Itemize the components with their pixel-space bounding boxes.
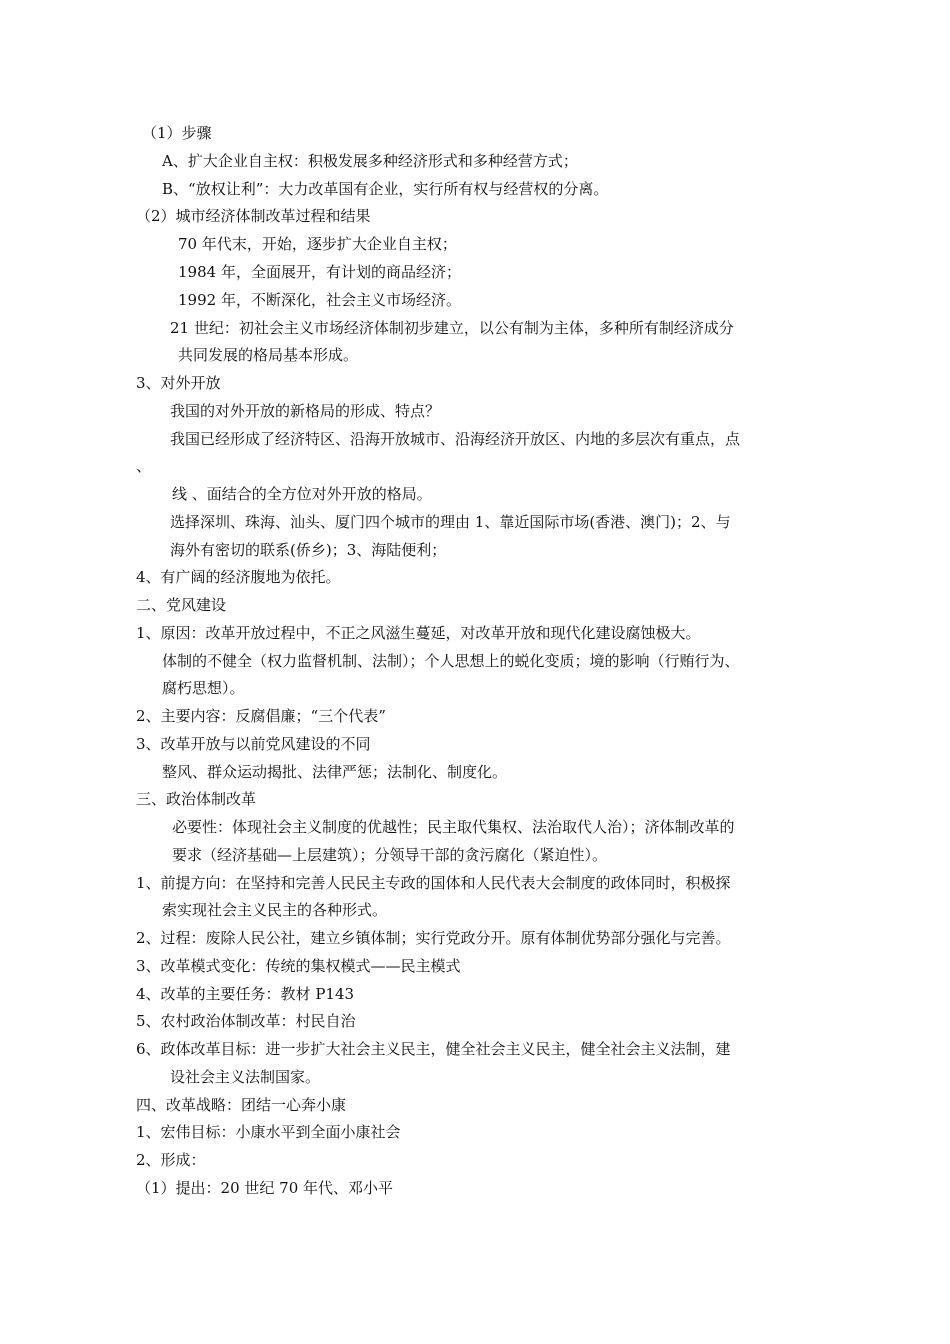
text-line: 要求（经济基础—上层建筑）；分领导干部的贪污腐化（紧迫性）。 bbox=[172, 846, 608, 864]
text-line: 2、过程：废除人民公社，建立乡镇体制；实行党政分开。原有体制优势部分强化与完善。 bbox=[136, 929, 731, 947]
text-line: 设社会主义法制国家。 bbox=[170, 1068, 321, 1086]
text-line: 1、原因：改革开放过程中，不正之风滋生蔓延，对改革开放和现代化建设腐蚀极大。 bbox=[136, 624, 701, 642]
text-line: 21 世纪：初社会主义市场经济体制初步建立，以公有制为主体，多种所有制经济成分 bbox=[170, 319, 734, 337]
text-line: 3、改革模式变化：传统的集权模式——民主模式 bbox=[136, 957, 461, 975]
text-line: 1992 年，不断深化，社会主义市场经济。 bbox=[178, 291, 461, 309]
text-line: 腐朽思想）。 bbox=[162, 679, 245, 697]
text-line: 二、党风建设 bbox=[136, 596, 227, 614]
text-line: 4、改革的主要任务：教材 P143 bbox=[136, 985, 355, 1003]
text-line: 索实现社会主义民主的各种形式。 bbox=[162, 901, 388, 919]
text-line: 2、形成： bbox=[136, 1151, 206, 1169]
text-line: 3、改革开放与以前党风建设的不同 bbox=[136, 735, 371, 753]
text-line: 1、前提方向：在坚持和完善人民民主专政的国体和人民代表大会制度的政体同时，积极探 bbox=[136, 874, 731, 892]
text-line: （1）步骤 bbox=[142, 124, 212, 142]
text-line: 、 bbox=[136, 457, 152, 475]
text-line: 70 年代末，开始，逐步扩大企业自主权； bbox=[178, 235, 457, 253]
text-line: 体制的不健全（权力监督机制、法制）；个人思想上的蜕化变质；境的影响（行贿行为、 bbox=[162, 652, 740, 670]
text-line: 整风、群众运动揭批、法律严惩；法制化、制度化。 bbox=[162, 763, 508, 781]
text-line: 2、主要内容：反腐倡廉；“三个代表” bbox=[136, 707, 386, 725]
text-line: 线 、面结合的全方位对外开放的格局。 bbox=[172, 485, 432, 503]
text-line: （2）城市经济体制改革过程和结果 bbox=[136, 207, 371, 225]
text-line: 3、对外开放 bbox=[136, 374, 221, 392]
text-line: B、“放权让利”：大力改革国有企业，实行所有权与经营权的分离。 bbox=[162, 180, 609, 198]
text-line: 5、农村政治体制改革：村民自治 bbox=[136, 1012, 356, 1030]
text-line: 必要性：体现社会主义制度的优越性；民主取代集权、法治取代人治）；济体制改革的 bbox=[172, 818, 735, 836]
text-line: 共同发展的格局基本形成。 bbox=[178, 346, 359, 364]
text-line: 我国已经形成了经济特区、沿海开放城市、沿海经济开放区、内地的多层次有重点，点 bbox=[170, 430, 741, 448]
text-line: 4、有广阔的经济腹地为依托。 bbox=[136, 568, 341, 586]
text-line: （1）提出：20 世纪 70 年代、邓小平 bbox=[136, 1179, 394, 1197]
text-line: 选择深圳、珠海、汕头、厦门四个城市的理由 1、靠近国际市场(香港、澳门)；2、与 bbox=[170, 513, 731, 531]
text-line: 我国的对外开放的新格局的形成、特点？ bbox=[170, 402, 441, 420]
text-line: 1984 年，全面展开，有计划的商品经济； bbox=[178, 263, 461, 281]
text-line: 6、政体改革目标：进一步扩大社会主义民主，健全社会主义民主，健全社会主义法制，建 bbox=[136, 1040, 731, 1058]
text-line: 四、改革战略：团结一心奔小康 bbox=[136, 1096, 347, 1114]
text-line: 1、宏伟目标：小康水平到全面小康社会 bbox=[136, 1123, 401, 1141]
text-line: 三、政治体制改革 bbox=[136, 790, 257, 808]
text-line: 海外有密切的联系(侨乡)；3、海陆便利； bbox=[170, 541, 447, 559]
text-line: A、扩大企业自主权：积极发展多种经济形式和多种经营方式； bbox=[162, 152, 578, 170]
